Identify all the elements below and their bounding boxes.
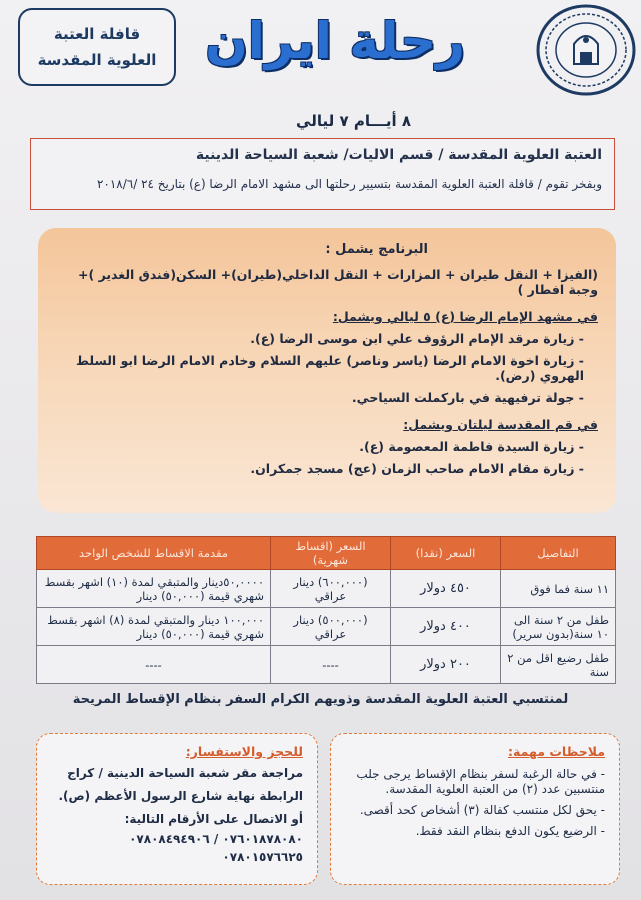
qom-section-title: في قم المقدسة ليلتان ويشمل: — [403, 417, 598, 432]
list-item: - زيارة اخوة الامام الرضا (ياسر وناصر) عليهم السلام وخادم الامام الرضا ابو السلط الهروي (رض). — [56, 353, 584, 383]
header-cash-price: السعر (نقدا) — [391, 537, 501, 570]
list-item: - يحق لكل منتسب كفالة (٣) أشخاص كحد أقصى. — [345, 803, 605, 818]
table-cell: طفل من ٢ سنة الى ١٠ سنة(بدون سرير) — [501, 608, 616, 646]
list-item: - في حالة الرغبة لسفر بنظام الإقساط يرجى جلب منتسبين عدد (٢) من العتبة العلوية المقدسة. — [345, 767, 605, 797]
contact-box — [36, 733, 318, 885]
notes-list — [345, 767, 605, 839]
table-row — [37, 608, 616, 646]
announcement-department: العتبة العلوية المقدسة / قسم الاليات/ شعبة السياحة الدينية — [195, 147, 602, 163]
header-down-payment: مقدمة الاقساط للشخص الواحد — [37, 537, 271, 570]
list-item: - زيارة السيدة فاطمة المعصومة (ع). — [56, 439, 584, 454]
table-cell: ---- — [37, 646, 271, 684]
program-heading: البرنامج يشمل : — [325, 242, 428, 257]
list-item: - الرضيع يكون الدفع بنظام النقد فقط. — [345, 824, 605, 839]
mashhad-section-title: في مشهد الإمام الرضا (ع) ٥ ليالي ويشمل: — [332, 309, 598, 324]
org-line-2: العلوية المقدسة — [37, 51, 157, 69]
shrine-seal-icon — [534, 2, 638, 98]
table-cell: ٥٠,٠٠٠٠دينار والمتبقي لمدة (١٠) اشهر بقسط شهري قيمة (٥٠,٠٠٠) دينار — [37, 570, 271, 608]
contact-call-label: أو الاتصال على الأرقام التالية: — [124, 812, 303, 826]
table-cell: ---- — [271, 646, 391, 684]
table-row — [37, 570, 616, 608]
table-cell: (٦٠٠,٠٠٠) دينار عراقي — [271, 570, 391, 608]
mashhad-list — [56, 331, 584, 405]
table-cell: ١١ سنة فما فوق — [501, 570, 616, 608]
installment-statement: لمنتسبي العتبة العلوية المقدسة وذويهم الكرام السفر بنظام الإقساط المريحة — [72, 692, 569, 707]
header-details: التفاصيل — [501, 537, 616, 570]
table-cell: ٤٥٠ دولار — [391, 570, 501, 608]
announcement-text: وبفخر تقوم / قافلة العتبة العلوية المقدسة بتسيير رحلتها الى مشهد الامام الرضا (ع) بتاريخ ٢٤ /٢٠١٨/٦ — [96, 177, 602, 191]
table-row — [37, 646, 616, 684]
org-line-1: قافلة العتبة — [53, 25, 141, 43]
table-cell: (٥٠٠,٠٠٠) دينار عراقي — [271, 608, 391, 646]
contact-heading: للحجز والاستفسار: — [185, 744, 303, 759]
contact-address-1: مراجعة مقر شعبة السياحة الدينية / كراج — [67, 766, 303, 780]
phone-numbers[interactable]: ٠٧٦٠١٨٧٨٠٨٠ / ٠٧٨٠٨٤٩٤٩٠٦ — [129, 832, 303, 846]
notes-box — [330, 733, 620, 885]
trip-duration: ٨ أيـــام ٧ ليالي — [296, 112, 411, 130]
organization-box — [18, 8, 176, 86]
header-installment-price: السعر (اقساط شهرية) — [271, 537, 391, 570]
table-cell: ١٠٠,٠٠٠ دينار والمتبقي لمدة (٨) اشهر بقسط شهري قيمة (٥٠,٠٠٠) دينار — [37, 608, 271, 646]
list-item: - جولة ترفيهية في باركملت السياحي. — [56, 390, 584, 405]
notes-heading: ملاحظات مهمة: — [508, 744, 605, 759]
program-box — [38, 228, 616, 513]
list-item: - زيارة مقام الامام صاحب الزمان (عج) مسجد جمكران. — [56, 461, 584, 476]
prices-table — [36, 536, 616, 684]
phone-number-extra[interactable]: ٠٧٨٠١٥٧٦٦٢٥ — [222, 850, 303, 864]
table-cell: طفل رضيع اقل من ٢ سنة — [501, 646, 616, 684]
contact-address-2: الرابطة نهاية شارع الرسول الأعظم (ص). — [58, 789, 303, 803]
list-item: - زيارة مرقد الإمام الرؤوف علي ابن موسى الرضا (ع). — [56, 331, 584, 346]
qom-list — [56, 439, 584, 476]
page-title: رحلة ايران — [205, 12, 465, 70]
table-cell: ٤٠٠ دولار — [391, 608, 501, 646]
program-includes: (الفيزا + النقل طيران + المزارات + النقل الداخلي(طيران)+ السكن(فندق الغدير )+ وجبة افطار ) — [78, 267, 598, 297]
table-header-row — [37, 537, 616, 570]
announcement-box — [30, 138, 615, 210]
table-cell: ٢٠٠ دولار — [391, 646, 501, 684]
